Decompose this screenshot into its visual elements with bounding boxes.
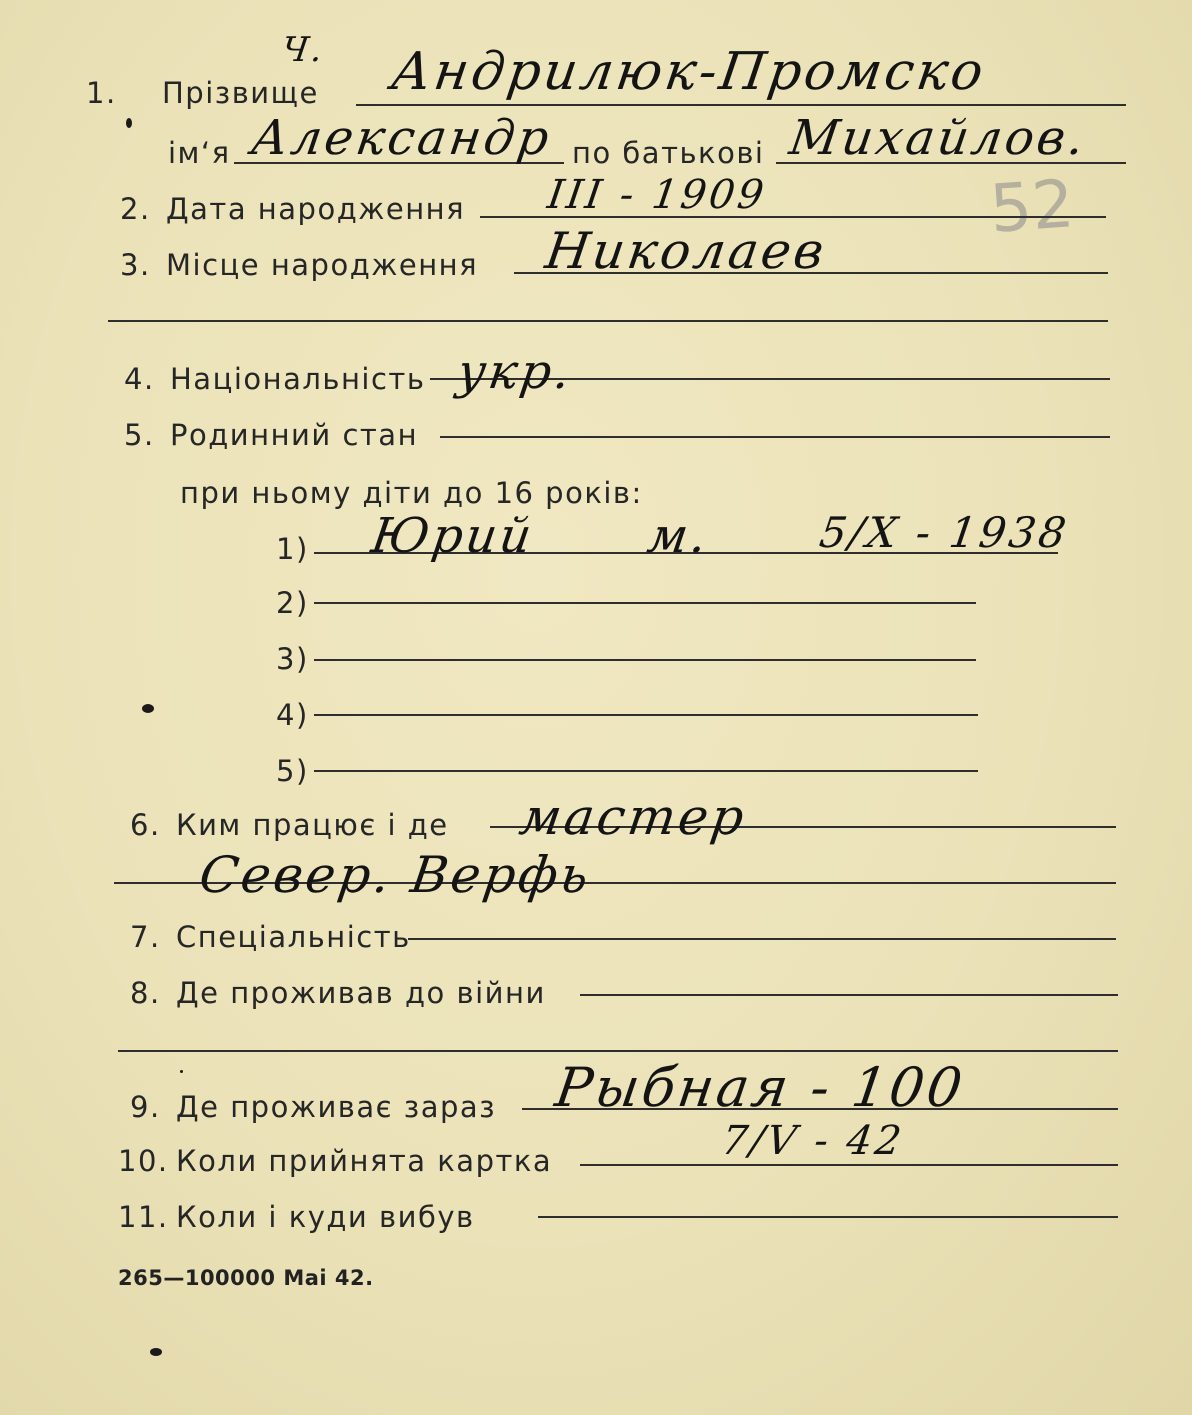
field-2-number: 2. (120, 192, 151, 226)
birth-date-handwriting: III - 1909 (544, 172, 770, 218)
field-6-number: 6. (130, 808, 161, 842)
child-3-number: 3) (276, 642, 309, 676)
field-5-number: 5. (124, 418, 155, 452)
card-accepted-label: Коли прийнята картка (176, 1144, 553, 1178)
field-10-number: 10. (118, 1144, 169, 1178)
child-1-number: 1) (276, 532, 309, 566)
child-4-number: 4) (276, 698, 309, 732)
card-accepted-line (580, 1164, 1118, 1166)
departure-line (538, 1216, 1118, 1218)
ink-speck (150, 1348, 162, 1356)
print-code: 265—100000 Mai 42. (118, 1266, 374, 1290)
field-7-number: 7. (130, 920, 161, 954)
prewar-address-line-2 (118, 1050, 1118, 1052)
card-accepted-handwriting: 7/V - 42 (718, 1118, 907, 1164)
child-2-line (314, 602, 976, 604)
family-status-label: Родинний стан (170, 418, 419, 452)
child-1-sex-handwriting: м. (644, 508, 713, 564)
current-address-label: Де проживає зараз (176, 1090, 497, 1124)
departure-label: Коли і куди вибув (176, 1200, 475, 1234)
prewar-address-label: Де проживав до війни (176, 976, 546, 1010)
children-label: при ньому діти до 16 років: (180, 476, 643, 510)
nationality-label: Національність (170, 362, 426, 396)
name-label: ім‘я (168, 136, 231, 170)
ink-speck (142, 704, 154, 713)
ink-speck (180, 1070, 183, 1073)
field-9-number: 9. (130, 1090, 161, 1124)
child-5-number: 5) (276, 754, 309, 788)
child-3-line (314, 659, 976, 661)
child-1-date-handwriting: 5/X - 1938 (816, 508, 1073, 557)
patronymic-label: по батькові (572, 136, 765, 170)
family-status-line (440, 436, 1110, 438)
birth-place-line-2 (108, 320, 1108, 322)
field-11-number: 11. (118, 1200, 169, 1234)
birth-date-label: Дата народження (166, 192, 466, 226)
field-8-number: 8. (130, 976, 161, 1010)
surname-handwriting: Андрилюк-Промско (387, 42, 990, 102)
first-name-handwriting: Александр (248, 110, 556, 166)
surname-mark: Ч. (279, 30, 328, 70)
child-2-number: 2) (276, 586, 309, 620)
surname-line (356, 104, 1126, 106)
field-1-number: 1. (86, 76, 117, 110)
field-3-number: 3. (120, 248, 151, 282)
work-label: Ким працює і де (176, 808, 449, 842)
archive-number: 52 (987, 165, 1077, 248)
current-address-handwriting: Рыбная - 100 (551, 1056, 969, 1119)
child-4-line (314, 714, 978, 716)
nationality-handwriting: укр. (454, 344, 577, 400)
child-5-line (314, 770, 978, 772)
specialty-label: Спеціальність (176, 920, 411, 954)
work-handwriting-2: Север. Верфь (195, 846, 596, 904)
ink-speck (126, 118, 132, 128)
birth-place-handwriting: Николаев (541, 222, 831, 280)
field-4-number: 4. (124, 362, 155, 396)
surname-label: Прізвище (162, 76, 319, 110)
birth-place-label: Місце народження (166, 248, 479, 282)
work-handwriting-1: мастер (515, 788, 751, 846)
child-1-name-handwriting: Юрий (368, 508, 538, 564)
prewar-address-line (580, 994, 1118, 996)
patronymic-handwriting: Михайлов. (786, 110, 1091, 166)
specialty-line (408, 938, 1116, 940)
